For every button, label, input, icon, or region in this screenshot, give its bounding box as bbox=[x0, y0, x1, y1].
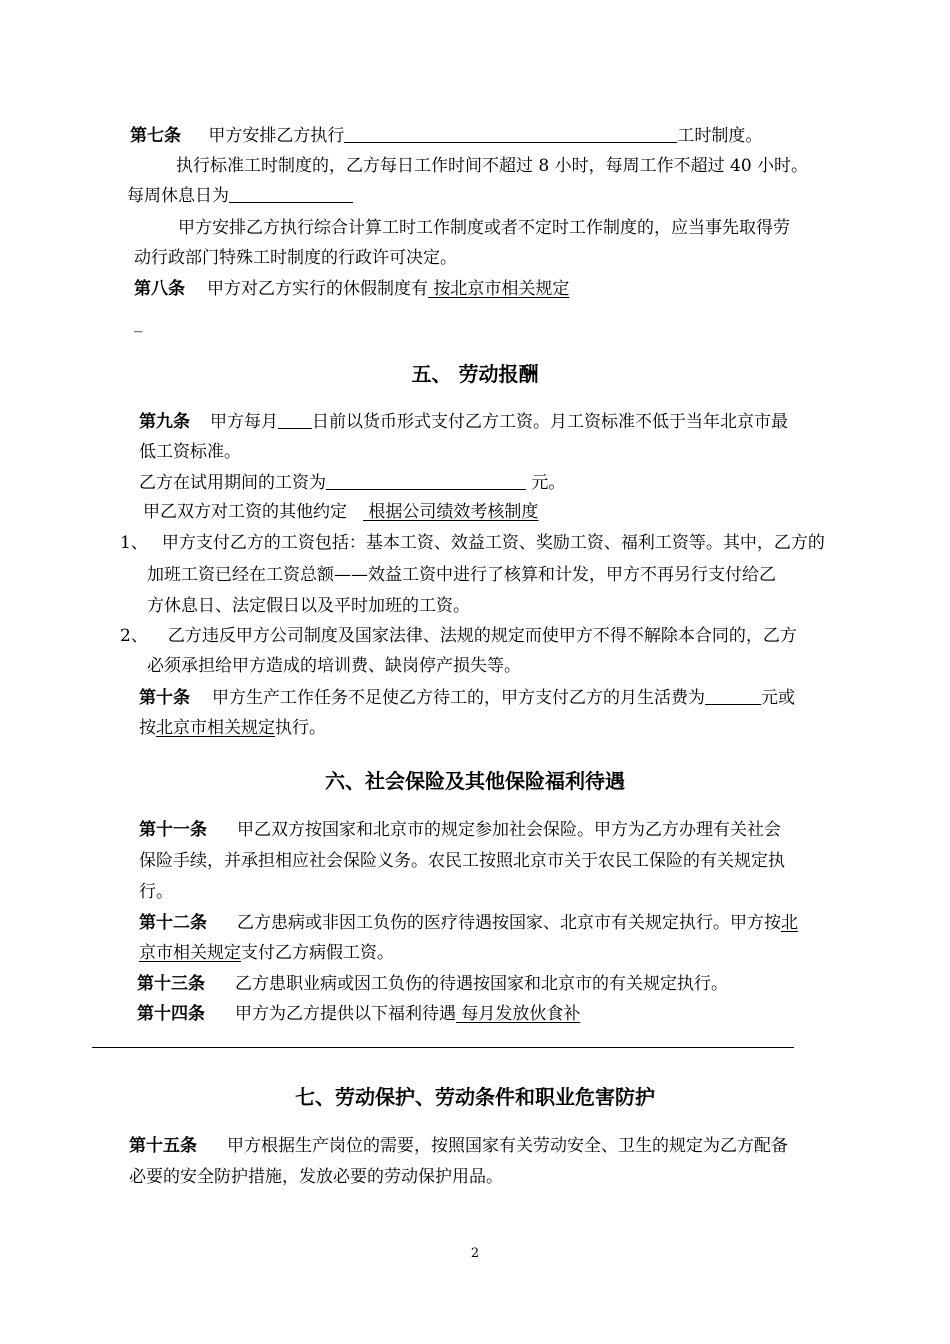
pay-day-blank bbox=[278, 411, 312, 429]
section-5-title: 五、 劳动报酬 bbox=[411, 362, 539, 386]
article-15-text-a: 甲方根据生产岗位的需要，按照国家有关劳动安全、卫生的规定为乙方配备 bbox=[227, 1136, 788, 1156]
article-15-label: 第十五条 bbox=[129, 1136, 197, 1156]
article-14-line bbox=[137, 1002, 580, 1026]
horizontal-divider bbox=[92, 1047, 794, 1048]
wage-item-2-line-1 bbox=[120, 624, 797, 648]
wage-item-1-line-3: 方休息日、法定假日以及平时加班的工资。 bbox=[147, 596, 470, 616]
article-10-text-2: 元或 bbox=[761, 688, 795, 708]
wage-item-2-text-a: 乙方违反甲方公司制度及国家法律、法规的规定而使甲方不得不解除本合同的，乙方 bbox=[167, 626, 797, 646]
article-10-line-1 bbox=[139, 686, 795, 710]
wage-item-1-number: 1、 bbox=[120, 533, 148, 553]
article-9-label: 第九条 bbox=[139, 412, 190, 432]
other-agreement-line bbox=[143, 500, 538, 524]
article-13-label: 第十三条 bbox=[137, 974, 205, 994]
probation-wage-blank bbox=[326, 472, 526, 490]
article-14-text: 甲方为乙方提供以下福利待遇 bbox=[235, 1004, 456, 1024]
article-8-line bbox=[134, 277, 569, 301]
work-hour-system-blank bbox=[344, 125, 677, 143]
article-10-line-2 bbox=[139, 716, 326, 740]
article-11-text-a: 甲乙双方按国家和北京市的规定参加社会保险。甲方为乙方办理有关社会 bbox=[237, 820, 781, 840]
other-agreement-value: 根据公司绩效考核制度 bbox=[363, 502, 539, 522]
page-number: 2 bbox=[470, 1246, 480, 1261]
article-9-text-1: 甲方每月 bbox=[210, 412, 278, 432]
article-10-value: 北京市相关规定 bbox=[156, 718, 275, 738]
article-11-line-2: 保险手续，并承担相应社会保险义务。农民工按照北京市关于农民工保险的有关规定执 bbox=[139, 851, 785, 871]
article-8-label: 第八条 bbox=[134, 279, 185, 299]
wage-item-2-line-2: 必须承担给甲方造成的培训费、缺岗停产损失等。 bbox=[147, 656, 521, 676]
article-11-line-1 bbox=[139, 818, 781, 842]
rest-day-label: 每周休息日为 bbox=[127, 186, 229, 206]
article-7-text: 甲方安排乙方执行 bbox=[208, 126, 345, 146]
article-10-text-4: 执行。 bbox=[275, 718, 326, 738]
article-12-line-2 bbox=[139, 941, 394, 965]
article-8-trailing-mark: _ bbox=[134, 313, 143, 333]
article-13-text: 乙方患职业病或因工负伤的待遇按国家和北京市的有关规定执行。 bbox=[235, 974, 728, 994]
probation-wage-line bbox=[139, 471, 565, 495]
living-allowance-blank bbox=[705, 687, 761, 705]
article-12-text-b: 支付乙方病假工资。 bbox=[241, 943, 394, 963]
article-9-line-2: 低工资标准。 bbox=[139, 442, 241, 462]
article-7-suffix: 工时制度。 bbox=[677, 126, 763, 146]
article-12-line-1 bbox=[139, 911, 798, 935]
section-6-title: 六、社会保险及其他保险福利待遇 bbox=[325, 769, 625, 793]
article-12-label: 第十二条 bbox=[139, 913, 207, 933]
wage-item-1-line-2: 加班工资已经在工资总额——效益工资中进行了核算和计发，甲方不再另行支付给乙 bbox=[147, 565, 776, 585]
article-10-label: 第十条 bbox=[139, 688, 190, 708]
probation-wage-unit: 元。 bbox=[526, 473, 566, 493]
article-9-line-1 bbox=[139, 410, 788, 434]
article-15-line-1 bbox=[129, 1134, 788, 1158]
article-9-text-2: 日前以货币形式支付乙方工资。月工资标准不低于当年北京市最 bbox=[312, 412, 788, 432]
article-7-paragraph-1: 执行标准工时制度的，乙方每日工作时间不超过 8 小时，每周工作不超过 40 小时。 bbox=[176, 156, 809, 176]
article-10-text-3: 按 bbox=[139, 718, 156, 738]
section-7-title: 七、劳动保护、劳动条件和职业危害防护 bbox=[295, 1085, 655, 1109]
article-13-line bbox=[137, 972, 728, 996]
article-14-label: 第十四条 bbox=[137, 1004, 205, 1024]
wage-item-2-number: 2、 bbox=[120, 626, 148, 646]
probation-wage-label: 乙方在试用期间的工资为 bbox=[139, 473, 326, 493]
article-7-label: 第七条 bbox=[130, 126, 181, 146]
wage-item-1-line-1 bbox=[120, 531, 825, 555]
rest-day-blank bbox=[229, 185, 353, 203]
article-15-line-2: 必要的安全防护措施，发放必要的劳动保护用品。 bbox=[129, 1167, 503, 1187]
article-7-paragraph-3b: 动行政部门特殊工时制度的行政许可决定。 bbox=[134, 248, 457, 268]
article-12-value-b: 京市相关规定 bbox=[139, 943, 241, 963]
article-12-value-a: 北 bbox=[781, 913, 798, 933]
article-8-text: 甲方对乙方实行的休假制度有 bbox=[207, 279, 428, 299]
article-10-text-1: 甲方生产工作任务不足使乙方待工的，甲方支付乙方的月生活费为 bbox=[212, 688, 705, 708]
article-7-paragraph-2 bbox=[127, 184, 353, 208]
other-agreement-label: 甲乙双方对工资的其他约定 bbox=[143, 502, 347, 522]
article-7-line bbox=[130, 124, 762, 148]
wage-item-1-text-a: 甲方支付乙方的工资包括：基本工资、效益工资、奖励工资、福利工资等。其中，乙方的 bbox=[161, 533, 825, 553]
article-7-paragraph-3a: 甲方安排乙方执行综合计算工时工作制度或者不定时工作制度的，应当事先取得劳 bbox=[178, 218, 790, 238]
article-8-value: 按北京市相关规定 bbox=[428, 279, 570, 299]
article-11-label: 第十一条 bbox=[139, 820, 207, 840]
article-11-line-3: 行。 bbox=[139, 882, 173, 902]
article-14-value: 每月发放伙食补 bbox=[456, 1004, 581, 1024]
article-12-text-a: 乙方患病或非因工负伤的医疗待遇按国家、北京市有关规定执行。甲方按 bbox=[237, 913, 781, 933]
